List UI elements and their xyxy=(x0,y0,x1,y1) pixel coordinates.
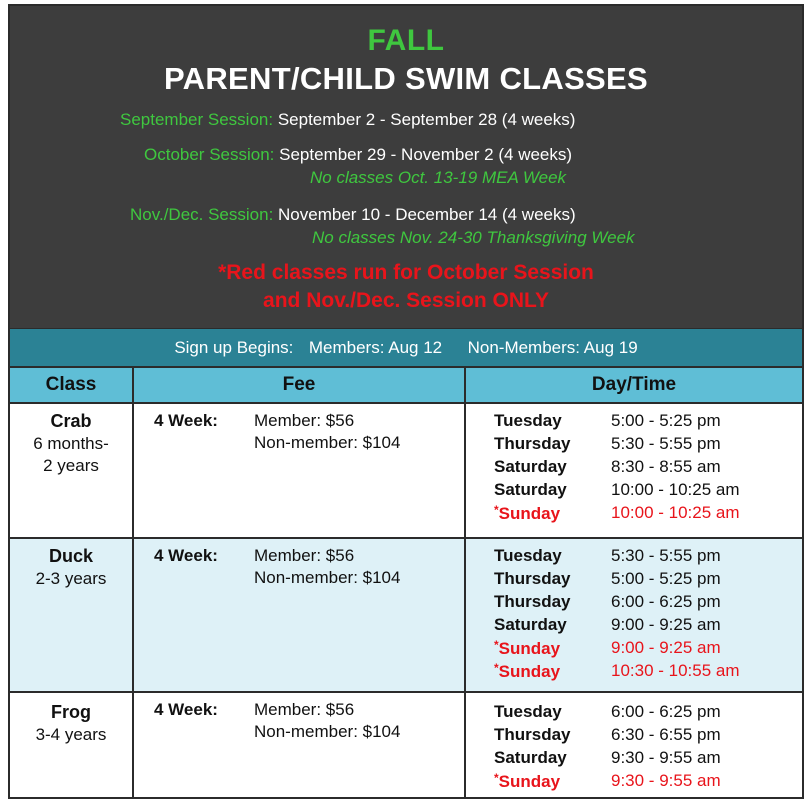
fee-non-member: Non-member: $104 xyxy=(254,722,401,741)
schedule-day-red xyxy=(494,771,560,792)
red-classes-note: *Red classes run for October Session xyxy=(218,261,594,284)
schedule-day: Tuesday xyxy=(494,702,562,721)
fee-term: 4 Week: xyxy=(154,700,218,719)
schedule-time: 5:00 - 5:25 pm xyxy=(611,569,721,588)
fee-member: Member: $56 xyxy=(254,411,355,430)
schedule-time: 5:00 - 5:25 pm xyxy=(611,411,721,430)
fee-non-member: Non-member: $104 xyxy=(254,433,401,452)
schedule-day-red xyxy=(494,661,560,682)
fee-member: Member: $56 xyxy=(254,700,355,719)
session-label: October Session: xyxy=(144,145,275,164)
signup-members: Members: Aug 12 xyxy=(308,338,443,357)
signup-bar xyxy=(10,328,802,367)
red-marker: * xyxy=(494,661,499,675)
session-label: Nov./Dec. Session: xyxy=(130,205,274,224)
schedule-time: 8:30 - 8:55 am xyxy=(611,457,721,476)
schedule-day: Tuesday xyxy=(494,546,562,565)
schedule-day: Thursday xyxy=(494,569,571,588)
schedule-time: 5:30 - 5:55 pm xyxy=(611,434,721,453)
schedule-day: Thursday xyxy=(494,592,571,611)
column-divider xyxy=(464,366,466,797)
schedule-day: Saturday xyxy=(494,615,567,634)
schedule-time-red: 9:00 - 9:25 am xyxy=(611,638,721,657)
signup-non-members: Non-Members: Aug 19 xyxy=(467,338,638,357)
class-age: 2 years xyxy=(43,456,99,475)
column-header-fee: Fee xyxy=(282,374,316,395)
class-age: 6 months- xyxy=(33,434,109,453)
class-name: Crab xyxy=(50,411,92,431)
schedule-day-red xyxy=(494,638,560,659)
schedule-time: 6:00 - 6:25 pm xyxy=(611,702,721,721)
class-age: 3-4 years xyxy=(35,725,107,744)
fee-term: 4 Week: xyxy=(154,546,218,565)
schedule-day-label: Sunday xyxy=(498,639,561,658)
session-september xyxy=(120,110,575,130)
fee-member: Member: $56 xyxy=(254,546,355,565)
schedule-day-label: Sunday xyxy=(498,504,561,523)
schedule-day: Saturday xyxy=(494,748,567,767)
table-row xyxy=(10,404,802,539)
session-label: September Session: xyxy=(120,110,274,129)
class-age: 2-3 years xyxy=(35,569,107,588)
schedule-time-red: 10:00 - 10:25 am xyxy=(611,503,740,522)
red-classes-note: and Nov./Dec. Session ONLY xyxy=(263,289,549,312)
flyer-header xyxy=(10,6,802,328)
fee-term: 4 Week: xyxy=(154,411,218,430)
column-divider xyxy=(132,366,134,797)
schedule-day: Thursday xyxy=(494,434,571,453)
swim-class-flyer xyxy=(8,4,804,799)
red-marker: * xyxy=(494,503,499,517)
fee-non-member: Non-member: $104 xyxy=(254,568,401,587)
session-nov-dec xyxy=(130,205,576,225)
class-name: Duck xyxy=(48,546,93,566)
schedule-day-label: Sunday xyxy=(498,662,561,681)
session-dates: September 2 - September 28 (4 weeks) xyxy=(277,110,576,129)
schedule-day: Saturday xyxy=(494,457,567,476)
session-dates: September 29 - November 2 (4 weeks) xyxy=(279,145,573,164)
schedule-time: 9:30 - 9:55 am xyxy=(611,748,721,767)
schedule-time: 9:00 - 9:25 am xyxy=(611,615,721,634)
column-header-day-time: Day/Time xyxy=(591,374,677,395)
table-header xyxy=(10,366,802,404)
schedule-time-red: 9:30 - 9:55 am xyxy=(611,771,721,790)
page-title: PARENT/CHILD SWIM CLASSES xyxy=(164,61,648,96)
session-october xyxy=(144,145,572,165)
column-header-class: Class xyxy=(45,374,97,395)
session-note: No classes Nov. 24-30 Thanksgiving Week xyxy=(312,228,635,247)
schedule-day: Thursday xyxy=(494,725,571,744)
signup-label: Sign up Begins: xyxy=(174,338,294,357)
schedule-day-red xyxy=(494,503,560,524)
table-row xyxy=(10,539,802,693)
schedule-time: 10:00 - 10:25 am xyxy=(611,480,740,499)
season-title: FALL xyxy=(367,24,445,57)
schedule-time: 6:30 - 6:55 pm xyxy=(611,725,721,744)
schedule-time: 6:00 - 6:25 pm xyxy=(611,592,721,611)
schedule-day-label: Sunday xyxy=(498,772,561,791)
session-dates: November 10 - December 14 (4 weeks) xyxy=(278,205,576,224)
table-row xyxy=(10,693,802,799)
red-marker: * xyxy=(494,638,499,652)
schedule-day: Tuesday xyxy=(494,411,562,430)
session-note: No classes Oct. 13-19 MEA Week xyxy=(310,168,567,187)
schedule-time: 5:30 - 5:55 pm xyxy=(611,546,721,565)
schedule-time-red: 10:30 - 10:55 am xyxy=(611,661,740,680)
schedule-day: Saturday xyxy=(494,480,567,499)
red-marker: * xyxy=(494,771,499,785)
class-name: Frog xyxy=(51,702,91,722)
